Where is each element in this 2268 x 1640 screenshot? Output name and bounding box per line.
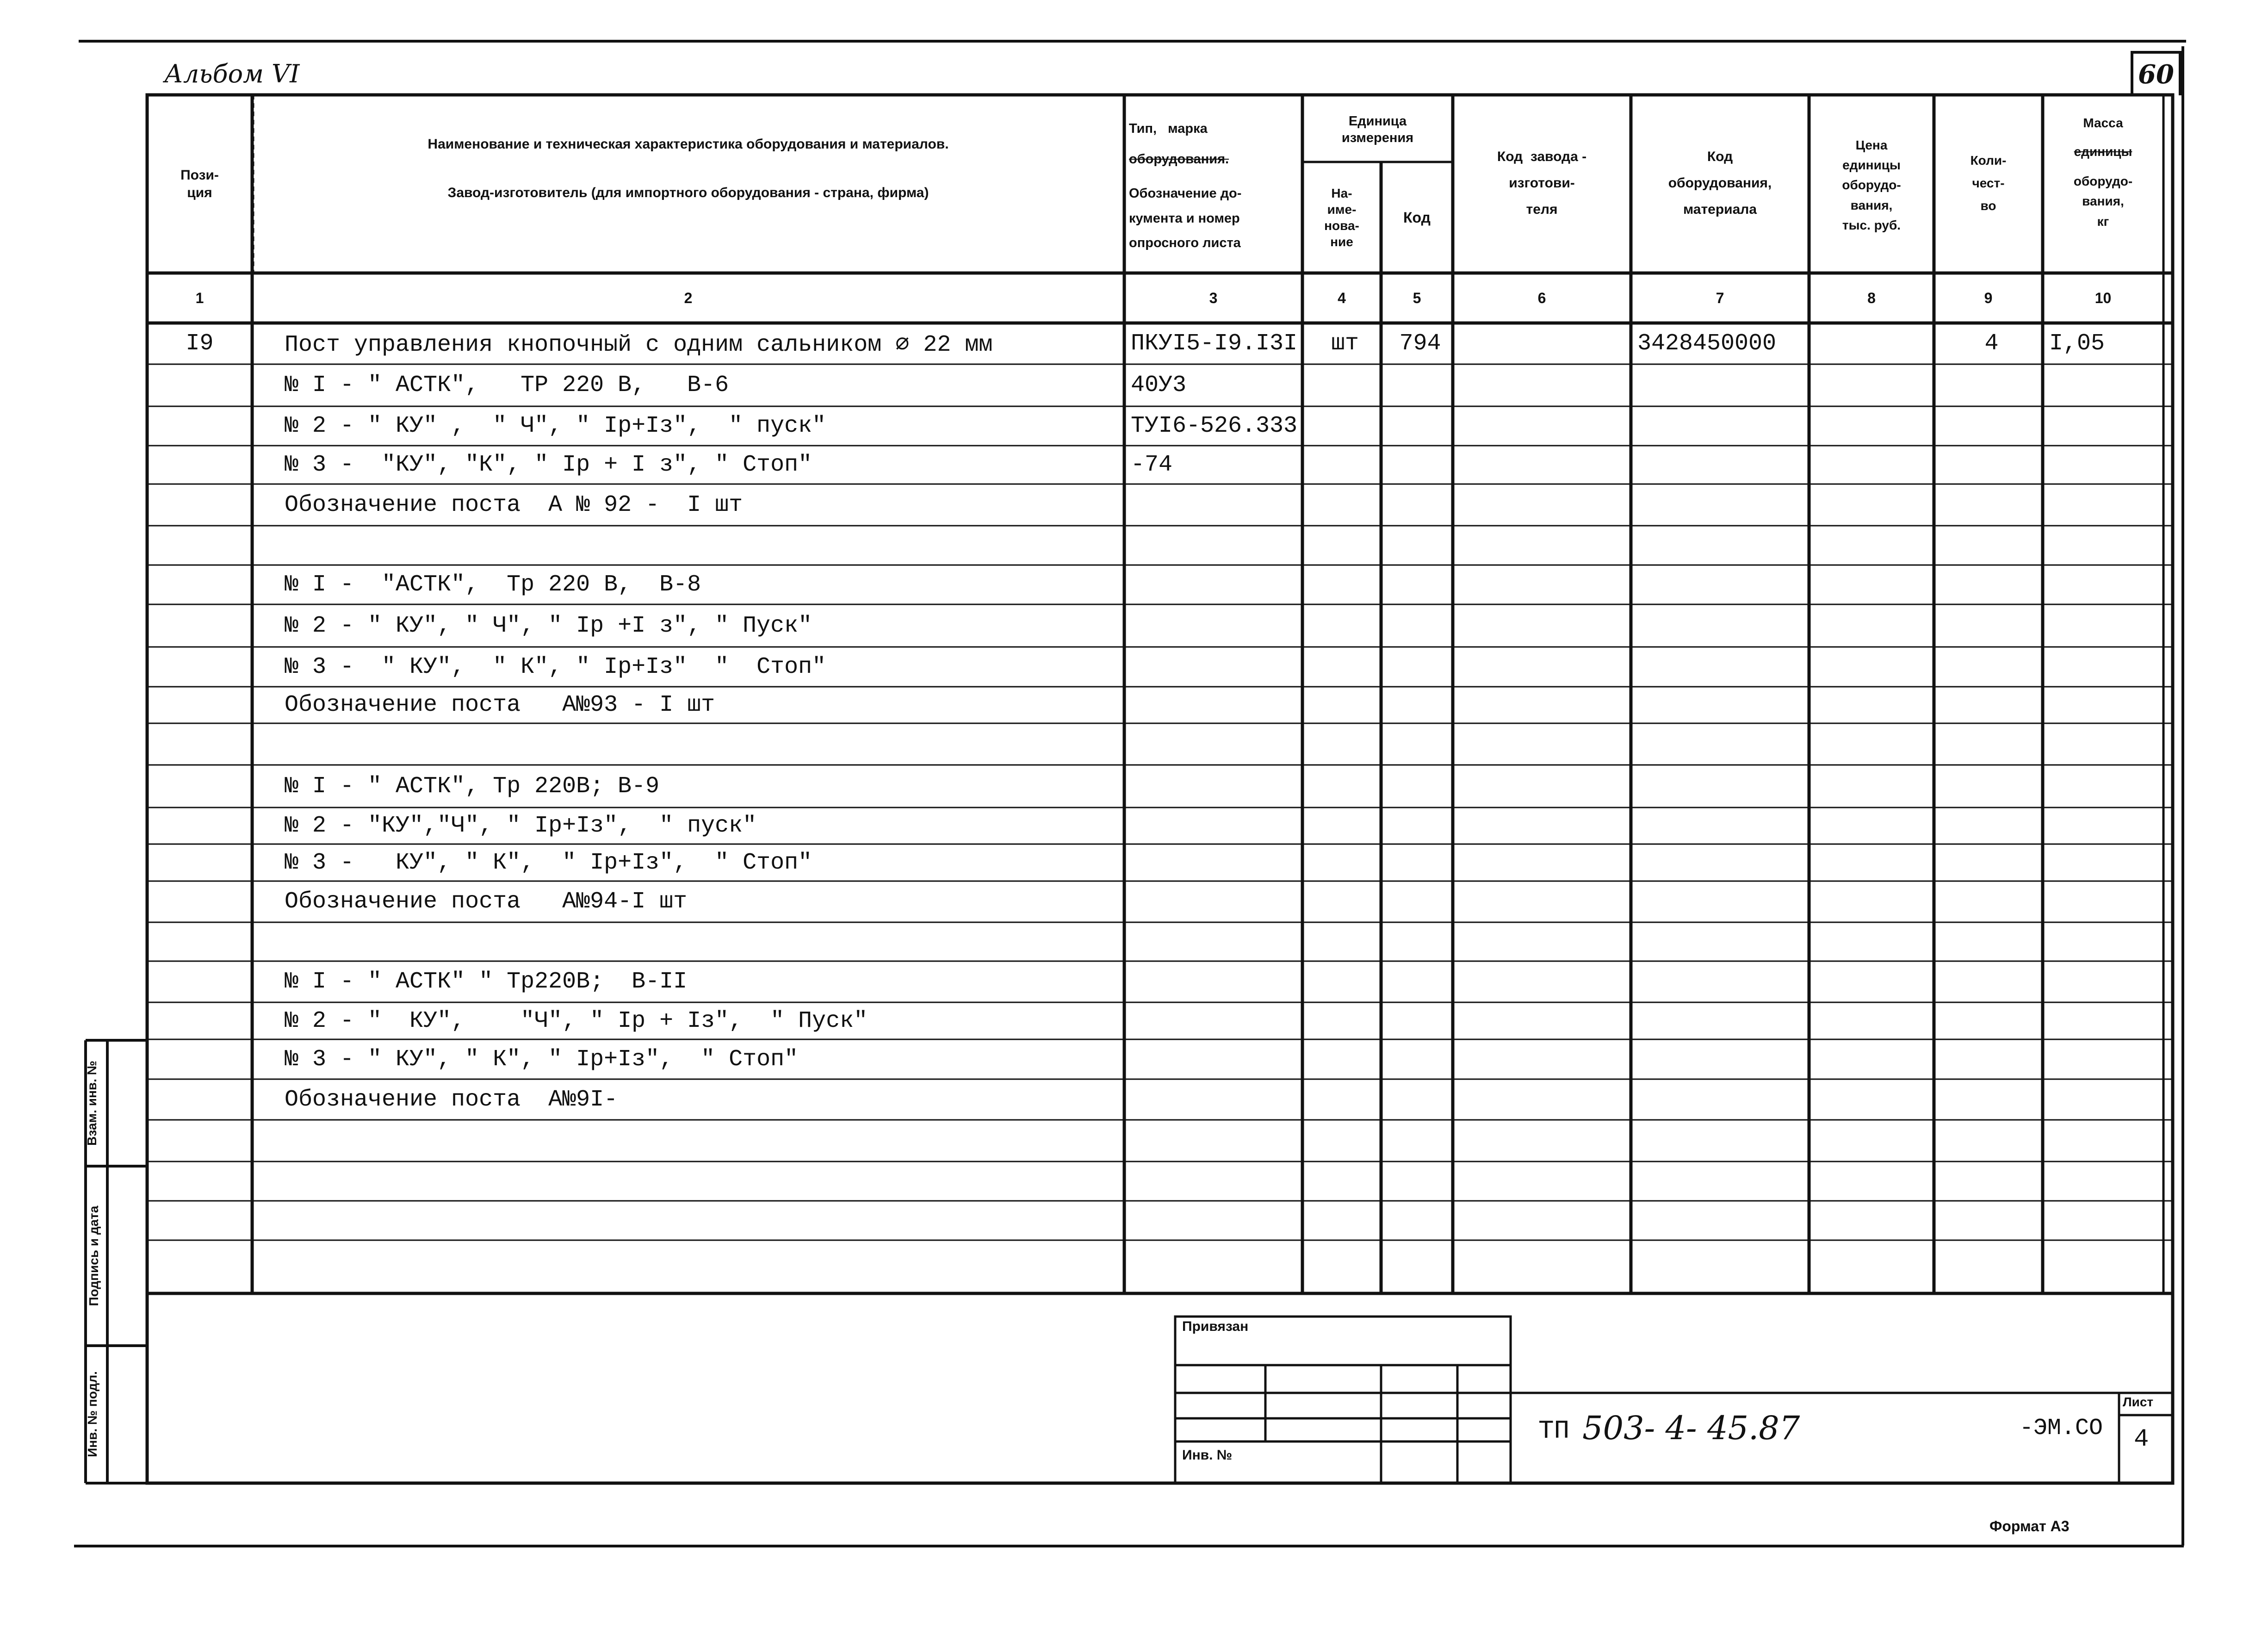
stamp-doc-code: 503- 4- 45.87: [1582, 1409, 1800, 1447]
table-cell-name: № I - " АСТК", ТР 220 В, В-6: [285, 372, 729, 398]
header-unit-name: На- име- нова- ние: [1324, 186, 1359, 249]
header-document: Обозначение до- кумента и номер опросного листа: [1129, 186, 1242, 251]
table-cell-code: 794: [1399, 330, 1441, 357]
column-number: 9: [1984, 290, 1993, 306]
table-cell-qty: 4: [1984, 330, 1999, 357]
table-cell-name: № I - " АСТК" " Тр220В; В-II: [285, 969, 688, 995]
column-number: 6: [1537, 290, 1546, 306]
table-cell-name: Обозначение поста А№93 - I шт: [285, 692, 715, 718]
header-unit: Единица измерения: [1341, 113, 1414, 145]
table-cell-name: № I - "АСТК", Тр 220 В, В-8: [285, 572, 701, 598]
column-number: 3: [1209, 290, 1218, 306]
header-mass-struck: единицы: [2074, 144, 2132, 159]
side-label-vzam: Взам. инв. №: [85, 1061, 99, 1146]
table-cell-name: Обозначение поста А№9I-: [285, 1086, 618, 1113]
side-label-podpis: Подпись и дата: [87, 1205, 101, 1306]
table-cell-doc: ТУI6-526.333: [1131, 413, 1298, 439]
stamp-inv-no: Инв. №: [1182, 1447, 1233, 1463]
header-mass-unit: оборудо- вания, кг: [2073, 174, 2133, 229]
stamp-doc-prefix: ТП: [1538, 1416, 1570, 1446]
column-number: 5: [1413, 290, 1421, 306]
header-mass: Масса: [2083, 116, 2123, 130]
table-cell-doc: 40У3: [1131, 372, 1187, 398]
header-unit-code: Код: [1403, 209, 1431, 226]
column-number: 4: [1338, 290, 1346, 306]
table-cell-name: № 3 - " КУ", " К", " Iр+Iз" " Стоп": [285, 653, 826, 680]
table-cell-name: № 2 - " КУ", "Ч", " Iр + Iз", " Пуск": [285, 1007, 868, 1034]
table-cell-doc: ПКУI5-I9.I3I: [1131, 330, 1298, 357]
column-number: 2: [684, 290, 693, 306]
table-cell-unit: шт: [1331, 330, 1359, 357]
stamp-privyazan: Привязан: [1182, 1319, 1249, 1334]
page-number: 60: [2131, 51, 2181, 95]
table-cell-name: Пост управления кнопочный с одним сальником ∅ 22 мм: [285, 331, 993, 358]
header-quantity: Коли- чест- во: [1970, 153, 2007, 213]
stamp-sheet-number: 4: [2134, 1425, 2149, 1454]
stamp-doc-suffix: -ЭМ.СО: [2020, 1415, 2103, 1441]
header-position: Пози- ция: [180, 168, 219, 200]
table-cell-pos: I9: [186, 330, 214, 357]
table-cell-name: Обозначение поста А№94-I шт: [285, 888, 688, 915]
header-name-line1: Наименование и техническая характеристика оборудования и материалов.: [428, 137, 949, 152]
header-type-struck: оборудования.: [1129, 152, 1229, 167]
table-cell-name: № 3 - "КУ", "К", " Iр + I з", " Стоп": [285, 452, 812, 478]
table-cell-doc: -74: [1131, 452, 1173, 478]
header-equipment-code: Код оборудования, материала: [1668, 149, 1772, 217]
album-label: Альбом VI: [164, 59, 300, 88]
column-number: 7: [1716, 290, 1724, 306]
column-number: 10: [2094, 290, 2112, 306]
table-cell-mass: I,05: [2049, 330, 2105, 357]
table-cell-name: № 2 - "КУ","Ч", " Iр+Iз", " пуск": [285, 813, 757, 839]
header-name-line2: Завод-изготовитель (для импортного оборудования - страна, фирма): [447, 185, 929, 200]
table-cell-name: № 3 - КУ", " К", " Iр+Iз", " Стоп": [285, 849, 812, 876]
table-cell-name: № 2 - " КУ", " Ч", " Iр +I з", " Пуск": [285, 612, 812, 639]
header-price: Цена единицы оборудо- вания, тыс. руб.: [1842, 137, 1901, 233]
column-number: 1: [195, 290, 204, 306]
side-label-inv-podl: Инв. № подл.: [85, 1371, 99, 1457]
stamp-sheet-label: Лист: [2123, 1395, 2154, 1409]
table-cell-equip: 3428450000: [1637, 330, 1777, 357]
header-plant-code: Код завода - изготови- теля: [1497, 149, 1587, 217]
header-type: Тип, марка: [1129, 121, 1208, 136]
table-cell-name: Обозначение поста А № 92 - I шт: [285, 491, 743, 518]
table-cell-name: № I - " АСТК", Тр 220В; В-9: [285, 773, 660, 800]
table-cell-name: № 2 - " КУ" , " Ч", " Iр+Iз", " пуск": [285, 413, 826, 439]
format-label: Формат А3: [1989, 1518, 2070, 1534]
table-cell-name: № 3 - " КУ", " К", " Iр+Iз", " Стоп": [285, 1046, 799, 1073]
column-number: 8: [1867, 290, 1876, 306]
